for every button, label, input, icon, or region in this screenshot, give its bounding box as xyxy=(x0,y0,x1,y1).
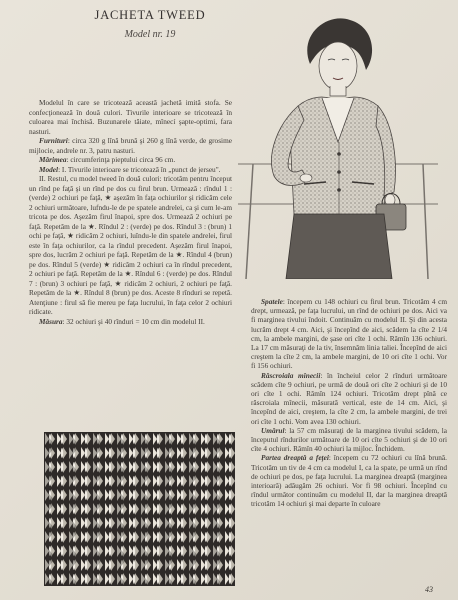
right-front-paragraph xyxy=(251,453,447,508)
model-text: : I. Tivurile interioare se tricotează în „punct de jerseu". xyxy=(58,164,221,174)
materials-paragraph xyxy=(29,136,232,155)
gauge-label: Măsura xyxy=(39,316,63,326)
materials-label: Furnituri xyxy=(39,136,68,145)
right-text-column xyxy=(251,297,447,509)
page-number: 43 xyxy=(425,585,433,594)
shoulder-text: : la 57 cm măsuraţi de la marginea tivului scădem, la începutul rîndurilor următoare de 10 ori cîte 5 ochiuri şi de 10 ori cîte 4 ochiuri. Rămîn 40 ochiuri la mijloc. Închidem. xyxy=(251,425,447,454)
pattern-paragraph: II. Restul, cu model tweed în două culori: tricotăm pentru început un rînd pe faţă şi un rînd pe dos cu firul brun. Urmează : rîndul 1 : (verde) 2 ochiuri pe faţă, ★ aşezăm în faţa ochiurilor şi ridicăm cele 2 ochiuri următoare, lufndu-le de pe spatele andrelei, ca şi cum le-am tricota pe dos. Aşezăm firul înapoi, spre dos. Urmează 2 ochiuri pe faţă. Repetăm de la ★. Rîndul 2 : (verde) pe dos. Rîndul 3 : (brun) 1 ochi pe faţă, ★ ridicăm 2 ochiuri, luîndu-le din spatele andrelei, firul este în faţa ochiurilor, ca la rîndul precedent. Aşezăm firul înapoi, spre dos, lucrăm 2 ochiuri pe faţă. Repetăm de la ★. Rîndul 4 (brun) pe dos. Rîndul 5 (verde) ★ ridicăm 2 ochiuri ca în rîndul precedent, 2 ochiuri pe faţă. Repetăm de la ★. Rîndul 6 : (verde) pe dos. Rîndul 7 : (brun) 3 ochiuri pe faţă, ★ ridicăm 2 ochiuri, 2 ochiuri pe faţă. Repetăm de la ★. Rîndul 8 (brun) pe dos. Aceste 8 rînduri se repetă. Atenţiune : firul să fie mereu pe faţa lucrului, în faţa celor 2 ochiuri ridicate. xyxy=(29,174,232,316)
materials-text: : circa 320 g lînă brună şi 260 g lînă verde, de grosime mijlocie, andrele nr. 3, patru nasturi. xyxy=(29,136,232,155)
article-subtitle: Model nr. 19 xyxy=(124,29,176,40)
back-label: Spatele xyxy=(261,297,283,306)
gauge-text: : 32 ochiuri şi 40 rînduri = 10 cm din modelul II. xyxy=(62,316,205,326)
right-front-text: : începem cu 72 ochiuri cu lînă brună. Tricotăm un tiv de 4 cm ca modelul I, ca la spate, pe urmă un rînd de ochiuri pe dos, pe faţa lucrului. La marginea dreaptă (marginea interioară) adăugăm 26 ochiuri. Vor fi 98 ochiuri. Începînd cu rîndul următor continuăm cu modelul II, dar la marginea dreaptă tricotăm 14 ochiuri şi mai departe în culoare xyxy=(251,453,447,509)
armhole-text: : în încheiul celor 2 rînduri următoare scădem cîte 9 ochiuri, pe urmă de două ori cîte 2 ochiuri şi de 10 ori cîte 1 ochi. Rămîn 124 ochiuri. Tricotăm drept pînă ce răscroiala mînecii, măsurată vertical, este de 14 cm. Aici, şi începînd de aici, creştem, la cîte 2 cm, la ambele margini, de trei ori cîte 1 ochi. Vom avea 130 ochiuri. xyxy=(251,370,447,426)
back-text: : începem cu 148 ochiuri cu firul brun. Tricotăm 4 cm drept, urmează, pe faţa lucrului, un rînd de ochiuri pe dos. Aici va fi marginea tivului îndoit. Continuăm cu modelul II. Şi din acesta lucrăm drept 4 cm. Aici, şi începînd de aici, scădem la cîte 2 1/4 cm, la ambele margini, de şase ori cîte 1 ochi. Rămîn 136 ochiuri. La 17 cm măsuraţi de la tiv, însemnăm linia taliei. Începînd de aici creştem la cîte 2 cm, la ambele margini, de 10 ori cîte 1 ochi. Vor fi 156 ochiuri. xyxy=(251,297,447,371)
size-label: Mărimea xyxy=(39,155,67,164)
article-title: JACHETA TWEED xyxy=(94,8,206,22)
armhole-paragraph xyxy=(251,371,447,426)
size-text: : circumferinţa pieptului circa 96 cm. xyxy=(66,155,176,164)
back-paragraph xyxy=(251,297,447,371)
armhole-label: Răscroiala mînecii xyxy=(261,370,321,380)
left-text-column xyxy=(29,98,232,326)
gauge-paragraph xyxy=(29,317,232,327)
intro-paragraph: Modelul în care se tricotează această jachetă imită stofa. Se confecţionează în două culori. Tivurile interioare se tricotează în culoarea mai închisă. Buzunarele tăiate, mînecí şapte-optimi, fara nasturi. xyxy=(29,98,232,136)
article-header xyxy=(70,8,230,40)
size-paragraph xyxy=(29,155,232,165)
tweed-stitch-swatch xyxy=(44,432,235,586)
model-label: Model xyxy=(39,164,59,174)
shoulder-label: Umărul xyxy=(261,425,285,435)
fashion-illustration xyxy=(238,14,438,279)
right-front-label: Partea dreaptă a feţei xyxy=(261,453,329,463)
model-paragraph xyxy=(29,165,232,175)
shoulder-paragraph xyxy=(251,426,447,454)
